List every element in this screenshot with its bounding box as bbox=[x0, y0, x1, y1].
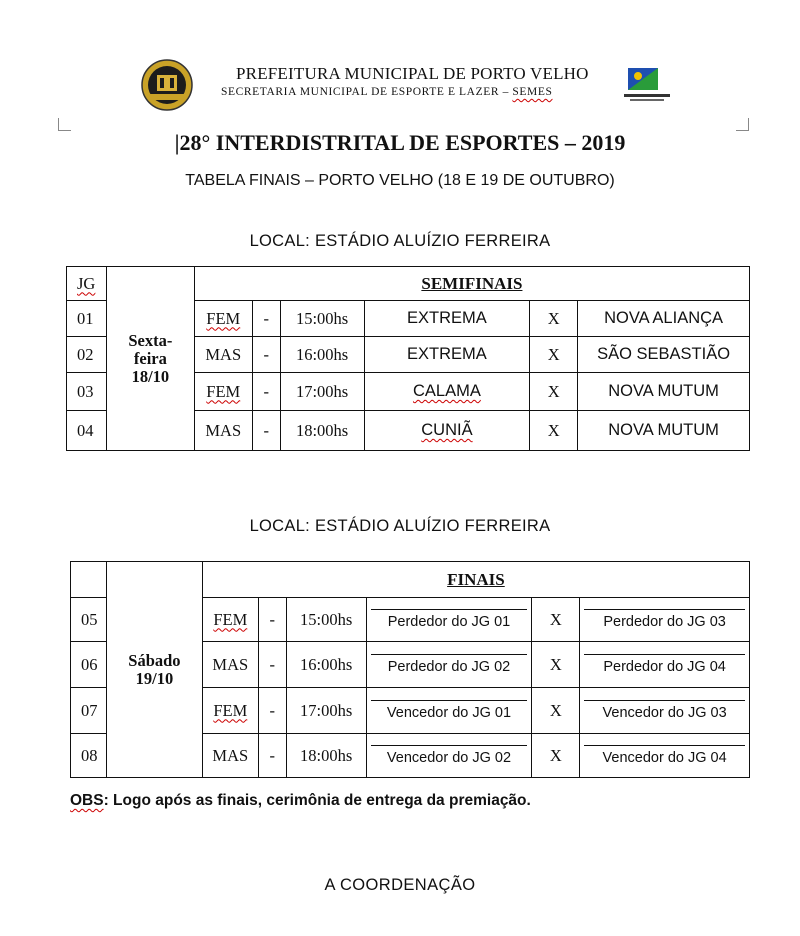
finals-local: LOCAL: ESTÁDIO ALUÍZIO FERREIRA bbox=[249, 517, 551, 535]
table-row: 01 FEM - 15:00hs EXTREMA X NOVA ALIANÇA bbox=[67, 301, 750, 337]
stage-header: SEMIFINAIS bbox=[194, 267, 749, 301]
page-subtitle: TABELA FINAIS – PORTO VELHO (18 E 19 DE OUTUBRO) bbox=[185, 172, 615, 189]
table-row: 03 FEM - 17:00hs CALAMA X NOVA MUTUM bbox=[67, 373, 750, 411]
semes-flag-logo bbox=[620, 64, 674, 106]
table-row: 04 MAS - 18:00hs CUNIÃ X NOVA MUTUM bbox=[67, 411, 750, 451]
semifinals-local: LOCAL: ESTÁDIO ALUÍZIO FERREIRA bbox=[249, 232, 551, 250]
stage-header: FINAIS bbox=[202, 562, 749, 598]
prefeitura-crest-logo bbox=[140, 58, 194, 112]
table-row: 05 FEM - 15:00hs Perdedor do JG 01 X Perdedor do JG 03 bbox=[71, 598, 750, 642]
finals-table bbox=[70, 561, 750, 778]
obs-note: OBS: Logo após as finais, cerimônia de entrega da premiação. bbox=[70, 792, 531, 809]
header-secretaria: SECRETARIA MUNICIPAL DE ESPORTE E LAZER – SEMES bbox=[221, 86, 553, 98]
semifinals-table bbox=[66, 266, 750, 451]
jg-column-header-empty bbox=[71, 562, 107, 598]
footer-coordination: A COORDENAÇÃO bbox=[324, 876, 476, 894]
day-cell: Sábado 19/10 bbox=[106, 562, 202, 778]
table-row: 06 MAS - 16:00hs Perdedor do JG 02 X Perdedor do JG 04 bbox=[71, 642, 750, 688]
jg-column-header: JG bbox=[67, 267, 107, 301]
page-title: |28° INTERDISTRITAL DE ESPORTES – 2019 bbox=[174, 130, 626, 155]
header-prefeitura: PREFEITURA MUNICIPAL DE PORTO VELHO bbox=[236, 64, 589, 83]
table-row: 08 MAS - 18:00hs Vencedor do JG 02 X Vencedor do JG 04 bbox=[71, 734, 750, 778]
table-row: 07 FEM - 17:00hs Vencedor do JG 01 X Vencedor do JG 03 bbox=[71, 688, 750, 734]
table-row: 02 MAS - 16:00hs EXTREMA X SÃO SEBASTIÃO bbox=[67, 337, 750, 373]
day-cell: Sexta- feira 18/10 bbox=[106, 267, 194, 451]
